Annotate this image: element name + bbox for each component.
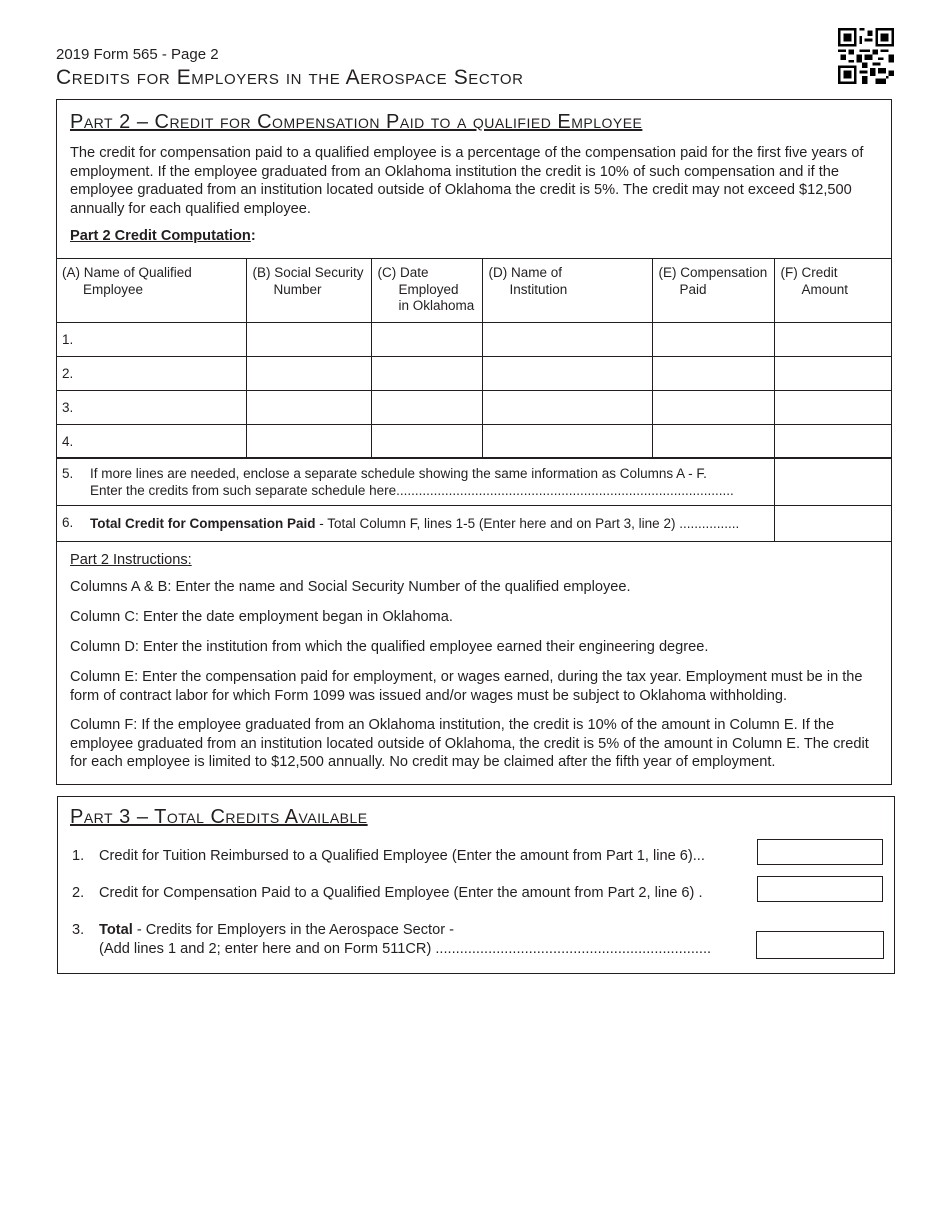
compensation-cell[interactable] xyxy=(652,425,774,459)
line-5-number: 5. xyxy=(62,466,74,481)
compensation-cell[interactable] xyxy=(652,391,774,425)
credit-amount-cell[interactable] xyxy=(774,323,892,357)
part2-title: Part 2 – Credit for Compensation Paid to a qualified Employee xyxy=(70,111,643,133)
column-header-b: (B) Social Security Number xyxy=(246,259,371,323)
compensation-cell[interactable] xyxy=(652,357,774,391)
instruction-columns-ab: Columns A & B: Enter the name and Social Security Number of the qualified employee. xyxy=(70,579,631,595)
employee-name-cell[interactable]: 3. xyxy=(56,391,246,425)
ssn-cell[interactable] xyxy=(246,391,371,425)
part3-line-2-number: 2. xyxy=(72,885,85,901)
table-header-row xyxy=(56,259,892,323)
column-header-a: (A) Name of Qualified Employee xyxy=(56,259,246,323)
date-employed-cell[interactable] xyxy=(371,425,482,459)
part3-title: Part 3 – Total Credits Available xyxy=(70,806,368,828)
part2-intro: The credit for compensation paid to a qualified employee is a percentage of the compensation paid for the first five years of employment. If the employee graduated from an Oklahoma institution the credit is 10% of such compensation and if the employee graduated from an institution located outside of Oklahoma the credit is 5%. The credit may not exceed $12,500 annually for each qualified employee. xyxy=(70,145,864,217)
line-6 xyxy=(56,506,892,542)
form-page-label: 2019 Form 565 - Page 2 xyxy=(56,46,219,63)
part3-line-1-amount-field[interactable] xyxy=(757,839,883,865)
instruction-column-e: Column E: Enter the compensation paid for employment, or wages earned, during the tax year. Employment must be in the form of contract labor for which Form 1099 was issued and/or wages must be subject to Oklahoma withholding. xyxy=(70,669,863,704)
form-title: Credits for Employers in the Aerospace Sector xyxy=(56,66,524,89)
table-row xyxy=(56,425,892,459)
instruction-column-c: Column C: Enter the date employment began in Oklahoma. xyxy=(70,609,453,625)
date-employed-cell[interactable] xyxy=(371,391,482,425)
part3-line-2-text: Credit for Compensation Paid to a Qualified Employee (Enter the amount from Part 2, line 6) . xyxy=(99,885,703,901)
compensation-cell[interactable] xyxy=(652,323,774,357)
instruction-column-d: Column D: Enter the institution from which the qualified employee earned their engineering degree. xyxy=(70,639,709,655)
line-6-divider xyxy=(774,506,775,541)
employee-name-cell[interactable]: 1. xyxy=(56,323,246,357)
ssn-cell[interactable] xyxy=(246,323,371,357)
qr-code xyxy=(838,28,894,84)
institution-cell[interactable] xyxy=(482,323,652,357)
column-header-d: (D) Name of Institution xyxy=(482,259,652,323)
table-row xyxy=(56,357,892,391)
column-header-c: (C) Date Employed in Oklahoma xyxy=(371,259,482,323)
credit-amount-cell[interactable] xyxy=(774,425,892,459)
date-employed-cell[interactable] xyxy=(371,357,482,391)
part3-line-3-number: 3. xyxy=(72,922,85,938)
column-header-f: (F) Credit Amount xyxy=(774,259,892,323)
part3-line-3-total-field[interactable] xyxy=(756,931,884,959)
line-5-text: If more lines are needed, enclose a separate schedule showing the same information as Columns A - F. Enter the credits from such separate schedule here.......................................................................................... xyxy=(90,466,734,498)
line-6-text: Total Credit for Compensation Paid - Total Column F, lines 1-5 (Enter here and on Part 3, line 2) ................ xyxy=(90,516,740,531)
institution-cell[interactable] xyxy=(482,357,652,391)
employee-name-cell[interactable]: 2. xyxy=(56,357,246,391)
part2-computation-label: Part 2 Credit Computation: xyxy=(70,228,256,244)
line-5-divider xyxy=(774,458,775,505)
part3-line-1-text: Credit for Tuition Reimbursed to a Qualified Employee (Enter the amount from Part 1, line 6)... xyxy=(99,848,705,864)
table-row xyxy=(56,391,892,425)
institution-cell[interactable] xyxy=(482,391,652,425)
table-row xyxy=(56,323,892,357)
credit-table xyxy=(56,258,892,459)
institution-cell[interactable] xyxy=(482,425,652,459)
ssn-cell[interactable] xyxy=(246,357,371,391)
credit-amount-cell[interactable] xyxy=(774,357,892,391)
column-header-e: (E) Compensation Paid xyxy=(652,259,774,323)
credit-amount-cell[interactable] xyxy=(774,391,892,425)
part2-instructions-title: Part 2 Instructions: xyxy=(70,552,192,568)
part3-line-2-amount-field[interactable] xyxy=(757,876,883,902)
part3-line-1-number: 1. xyxy=(72,848,85,864)
line-5 xyxy=(56,457,892,506)
ssn-cell[interactable] xyxy=(246,425,371,459)
part3-line-3-text: Total - Credits for Employers in the Aerospace Sector - (Add lines 1 and 2; enter here and on Form 511CR) .................................................................... xyxy=(99,922,712,957)
instruction-column-f: Column F: If the employee graduated from an Oklahoma institution, the credit is 10% of the amount in Column E. If the employee graduated from an institution located outside of Oklahoma, the credit is 5% of the amount in Column E. The credit for each employee is limited to $12,500 annually. No credit may be claimed after the fifth year of employment. xyxy=(70,717,869,770)
date-employed-cell[interactable] xyxy=(371,323,482,357)
employee-name-cell[interactable]: 4. xyxy=(56,425,246,459)
line-6-number: 6. xyxy=(62,515,74,530)
